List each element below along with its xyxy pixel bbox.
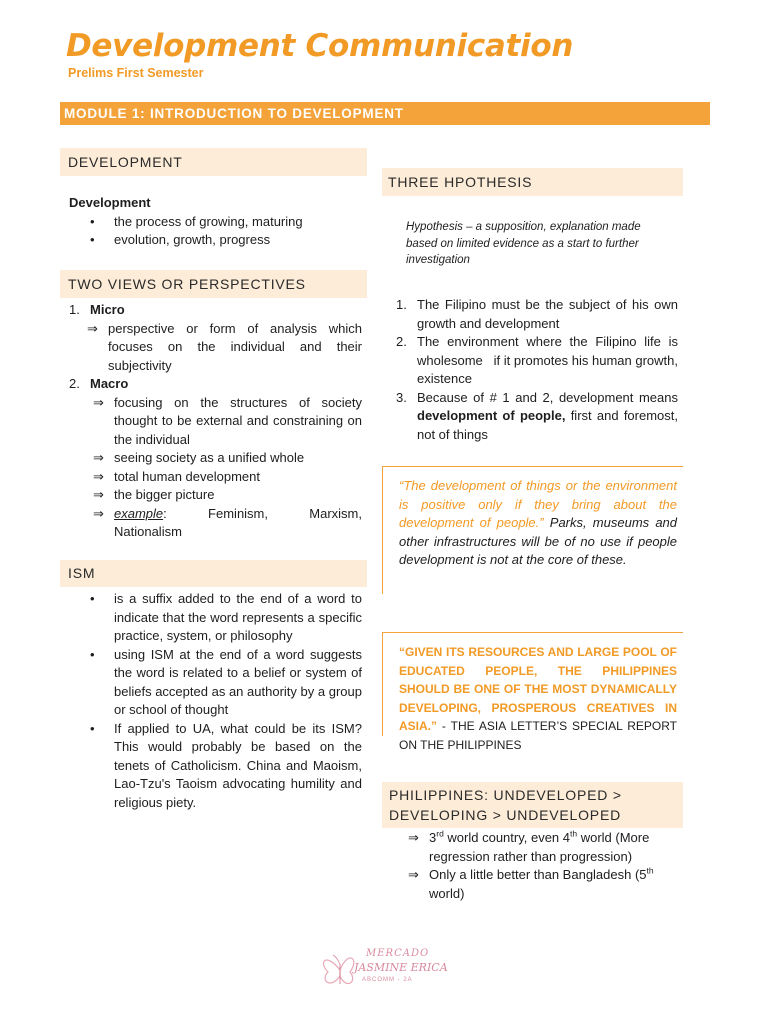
development-heading: DEVELOPMENT (60, 148, 367, 176)
list-item: ⇒ 3rd world country, even 4th world (More regression rather than progression) (408, 828, 650, 864)
arrow-icon: ⇒ (93, 468, 104, 484)
arrow-icon: ⇒ (93, 450, 104, 465)
list-item: ⇒ perspective or form of analysis which focuses on the individual and their subjectivity (87, 320, 362, 373)
list-item: • evolution, growth, progress (69, 231, 369, 250)
logo-line2: JASMINE ERICA (354, 961, 448, 974)
macro-block (69, 375, 362, 542)
hypothesis-heading: THREE HPOTHESIS (382, 168, 683, 196)
philippines-section (408, 829, 680, 903)
module-banner: MODULE 1: INTRODUCTION TO DEVELOPMENT (60, 102, 710, 125)
page-subtitle: Prelims First Semester (68, 66, 204, 80)
philippines-list (408, 829, 680, 903)
bullet-icon: • (90, 591, 95, 606)
quote-box-asia-letter (382, 632, 683, 752)
list-number: 2. (69, 376, 80, 391)
quote-text: “The development of things or the environment is positive only if they bring about the development of people.” (399, 478, 677, 530)
ism-list (69, 590, 362, 812)
philippines-heading (382, 782, 683, 828)
list-number: 3. (396, 389, 407, 405)
bullet-icon: • (90, 720, 95, 736)
list-item: ⇒ seeing society as a unified whole (93, 449, 362, 468)
hypothesis-list (396, 296, 682, 444)
ism-heading: ISM (60, 560, 367, 587)
logo-line3: ABCOMM - 2A (362, 977, 413, 983)
philippines-heading-line1: PHILIPPINES: UNDEVELOPED > (389, 787, 622, 803)
list-item: ⇒ example: Feminism, Marxism, Nationalism (93, 505, 362, 539)
micro-block (69, 301, 362, 375)
hypothesis-definition: Hypothesis – a supposition, explanation made based on limited evidence as a start to further investigation (406, 221, 641, 266)
arrow-icon: ⇒ (87, 320, 98, 336)
views-heading: TWO VIEWS OR PERSPECTIVES (60, 270, 367, 298)
bullet-icon: • (90, 646, 95, 662)
list-number: 1. (69, 302, 80, 317)
arrow-icon: ⇒ (93, 394, 104, 410)
development-list (69, 213, 369, 250)
micro-list (87, 320, 362, 376)
bullet-icon: • (90, 232, 95, 247)
development-section (69, 194, 369, 250)
list-item: 3. Because of # 1 and 2, development means development of people, first and foremost, not of things (396, 389, 678, 442)
arrow-icon: ⇒ (93, 505, 104, 521)
list-item: ⇒ focusing on the structures of society thought to be external and constraining on the individual (93, 394, 362, 447)
list-item: 2. The environment where the Filipino life is wholesome if it promotes his human growth, existence (396, 334, 682, 386)
list-item: 1. The Filipino must be the subject of his own growth and development (396, 297, 678, 331)
list-item: ⇒ the bigger picture (93, 486, 362, 505)
list-item: • is a suffix added to the end of a word to indicate that the word represents a specific practice, system, or philosophy (90, 591, 362, 643)
quote-box-development (382, 466, 683, 594)
list-item: • using ISM at the end of a word suggests the word is related to a belief or system of beliefs accepted as an authority by a group or school of thought (90, 646, 362, 717)
development-term: Development (69, 195, 151, 210)
quote-source: - THE ASIA LETTER’S SPECIAL REPORT ON THE PHILIPPINES (399, 719, 677, 752)
list-number: 2. (396, 334, 407, 349)
list-item: ⇒ total human development (93, 468, 362, 487)
macro-list (93, 394, 362, 542)
example-label: example (114, 505, 164, 521)
hypothesis-items (396, 296, 682, 444)
views-section (69, 301, 362, 542)
page-title: Development Communication (66, 28, 574, 64)
bullet-icon: • (90, 213, 95, 229)
quote-commentary: Parks, museums and other infrastructures will be of no use if people development is not at the core of these. (399, 515, 678, 567)
macro-label: Macro (90, 376, 129, 391)
list-number: 1. (396, 297, 407, 312)
logo-line1: MERCADO (366, 948, 430, 959)
list-item: • the process of growing, maturing (69, 213, 369, 232)
ism-section (69, 590, 362, 812)
micro-label: Micro (90, 302, 125, 317)
philippines-heading-line2: DEVELOPING > UNDEVELOPED (389, 807, 621, 823)
list-item (69, 375, 362, 394)
quote-text: “GIVEN ITS RESOURCES AND LARGE POOL OF EDUCATED PEOPLE, THE PHILIPPINES SHOULD BE ONE OF THE MOST DYNAMICALLY DEVELOPING, PROSPEROUS CREATIVES IN ASIA.” (399, 645, 677, 733)
list-item: ⇒ Only a little better than Bangladesh (5th world) (408, 865, 654, 901)
list-item: • If applied to UA, what could be its ISM? This would probably be based on the tenets of Catholicism. China and Maoism, Lao-Tzu's Taoism advocating humility and religious piety. (90, 720, 362, 810)
list-item (69, 301, 362, 320)
arrow-icon: ⇒ (93, 487, 104, 502)
arrow-icon: ⇒ (408, 830, 419, 845)
arrow-icon: ⇒ (408, 867, 419, 882)
author-logo (318, 944, 448, 996)
